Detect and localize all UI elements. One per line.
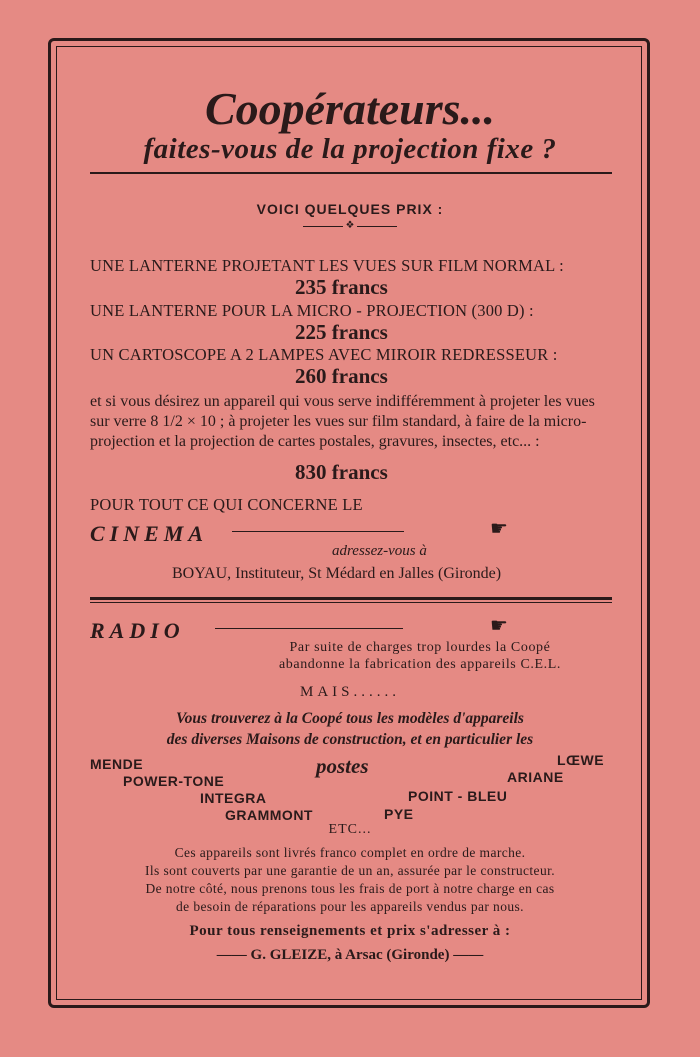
pointing-hand-icon: ☛: [490, 518, 508, 540]
brand-name: LŒWE: [557, 752, 605, 768]
ornament-icon: ❖: [345, 220, 355, 231]
main-title: Coopérateurs...: [204, 83, 496, 134]
pointing-hand-icon: ☛: [490, 615, 508, 637]
contact-intro: Pour tous renseignements et prix s'adresser à :: [189, 923, 511, 939]
brand-name: MENDE: [90, 756, 144, 772]
price-item-label: UNE LANTERNE POUR LA MICRO - PROJECTION (300 D) :: [90, 301, 534, 320]
radio-notice-line: abandonne la fabrication des appareils C.E.L.: [278, 657, 561, 672]
radio-dash: [215, 628, 403, 629]
brand-name: ARIANE: [507, 769, 564, 785]
price-item-label: UNE LANTERNE PROJETANT LES VUES SUR FILM NORMAL :: [90, 256, 564, 275]
cinema-dash: [232, 531, 404, 532]
radio-mais: MAIS......: [299, 684, 400, 700]
cinema-address-intro: adressez-vous à: [332, 543, 427, 559]
etc-label: ETC...: [328, 822, 372, 837]
prices-intro: VOICI QUELQUES PRIX :: [256, 201, 444, 217]
header-rule: [90, 172, 612, 174]
price-item-label: UN CARTOSCOPE A 2 LAMPES AVEC MIROIR REDRESSEUR :: [90, 345, 558, 364]
radio-offer-line: Vous trouverez à la Coopé tous les modèles d'appareils: [176, 710, 524, 727]
ornament-rule-right: [357, 226, 397, 227]
postes-label: postes: [316, 754, 369, 778]
cinema-address: BOYAU, Instituteur, St Médard en Jalles (Gironde): [172, 565, 502, 582]
price-item-value: 260 francs: [295, 364, 388, 388]
cinema-intro: POUR TOUT CE QUI CONCERNE LE: [90, 495, 363, 514]
section-rule: [90, 597, 612, 600]
terms-line: Ces appareils sont livrés franco complet en ordre de marche.: [174, 845, 526, 860]
section-rule-thin: [90, 602, 612, 603]
radio-heading: RADIO: [90, 618, 185, 643]
brand-name: INTEGRA: [200, 790, 267, 806]
price-item-value: 225 francs: [295, 320, 388, 344]
combo-description: et si vous désirez un appareil qui vous serve indifféremment à projeter les vues sur verre 8 1/2 × 10 ; à projeter les vues sur film standard, à faire de la micro-projection et la projection de cartes postales, gravures, insectes, etc... :: [90, 393, 595, 450]
terms-line: de besoin de réparations pour les appareils vendus par nous.: [176, 899, 524, 914]
cinema-heading: CINEMA: [90, 521, 209, 546]
terms-line: De notre côté, nous prenons tous les frais de port à notre charge en cas: [145, 881, 555, 896]
subtitle: faites-vous de la projection fixe ?: [143, 133, 557, 165]
radio-notice-line: Par suite de charges trop lourdes la Coopé: [289, 640, 551, 655]
brand-name: POINT - BLEU: [408, 788, 508, 804]
brand-name: POWER-TONE: [123, 773, 225, 789]
combo-price: 830 francs: [295, 460, 388, 484]
terms-line: Ils sont couverts par une garantie de un an, assurée par le constructeur.: [144, 863, 556, 878]
brand-name: PYE: [384, 806, 414, 822]
radio-offer-line: des diverses Maisons de construction, et en particulier les: [166, 731, 534, 748]
brand-name: GRAMMONT: [225, 807, 313, 823]
contact-address: —— G. GLEIZE, à Arsac (Gironde) ——: [216, 947, 484, 963]
price-item-value: 235 francs: [295, 275, 388, 299]
